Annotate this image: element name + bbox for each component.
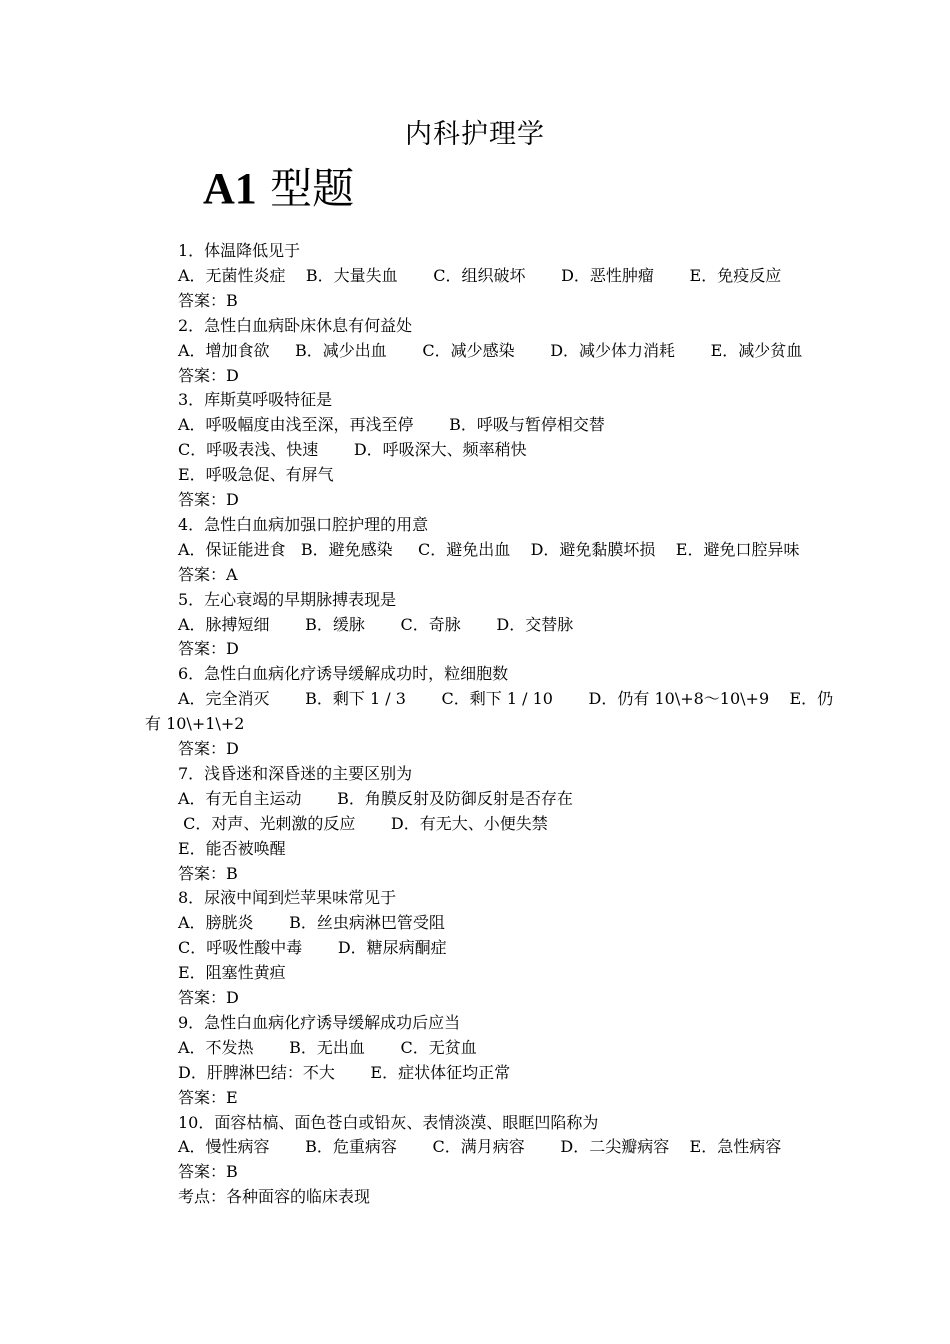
question-line: 7．浅昏迷和深昏迷的主要区别为: [178, 763, 413, 783]
options-line: C．呼吸性酸中毒 D．糖尿病酮症: [178, 938, 447, 958]
options-line: A．增加食欲 B．减少出血 C．减少感染 D．减少体力消耗 E．减少贫血: [178, 340, 803, 360]
answer-line: 答案：B: [178, 1162, 238, 1182]
answer-line: 答案：D: [178, 639, 239, 659]
section-heading-code: A1: [203, 164, 257, 213]
options-line: C．呼吸表浅、快速 D．呼吸深大、频率稍快: [178, 440, 527, 460]
answer-line: 答案：B: [178, 863, 238, 883]
answer-line: 答案：D: [178, 739, 239, 758]
answer-line: 答案：D: [178, 988, 239, 1007]
options-line: A．完全消灭 B．剩下 1 / 3 C．剩下 1 / 10 D．仍有 10\+8～10\+9 E．仍: [178, 689, 834, 709]
options-line: A．膀胱炎 B．丝虫病淋巴管受阻: [178, 913, 445, 933]
options-line: E．能否被唤醒: [178, 838, 286, 858]
question-line: 6．急性白血病化疗诱导缓解成功时，粒细胞数: [178, 664, 509, 684]
section-heading: [203, 156, 354, 216]
question-line: 8．尿液中闻到烂苹果味常见于: [178, 888, 397, 908]
answer-line: 答案：A: [178, 564, 238, 584]
options-line: D．肝脾淋巴结：不大 E．症状体征均正常: [178, 1062, 511, 1082]
options-line: C．对声、光刺激的反应 D．有无大、小便失禁: [178, 813, 548, 833]
question-line: 有 10\+1\+2: [145, 714, 245, 734]
options-line: A．不发热 B．无出血 C．无贫血: [178, 1037, 477, 1057]
question-line: 9．急性白血病化疗诱导缓解成功后应当: [178, 1012, 461, 1032]
options-line: A．呼吸幅度由浅至深，再浅至停 B．呼吸与暂停相交替: [178, 415, 605, 435]
question-line: 3．库斯莫呼吸特征是: [178, 390, 333, 410]
document-title: 内科护理学: [405, 119, 545, 150]
options-line: A．脉搏短细 B．缓脉 C．奇脉 D．交替脉: [178, 614, 574, 634]
options-line: A．无菌性炎症 B．大量失血 C．组织破坏 D．恶性肿瘤 E．免疫反应: [178, 265, 782, 285]
question-line: 2．急性白血病卧床休息有何益处: [178, 315, 413, 335]
options-line: A．保证能进食 B．避免感染 C．避免出血 D．避免黏膜坏损 E．避免口腔异味: [178, 539, 800, 559]
options-line: E．呼吸急促、有屏气: [178, 465, 334, 485]
answer-line: 答案：D: [178, 490, 239, 509]
question-line: 10．面容枯槁、面色苍白或铅灰、表情淡漠、眼眶凹陷称为: [178, 1112, 599, 1132]
note-line: 考点：各种面容的临床表现: [178, 1187, 371, 1207]
question-line: 1．体温降低见于: [178, 241, 301, 260]
options-line: A．有无自主运动 B．角膜反射及防御反射是否存在: [178, 788, 573, 808]
question-line: 5．左心衰竭的早期脉搏表现是: [178, 589, 397, 609]
answer-line: 答案：B: [178, 290, 238, 310]
options-line: A．慢性病容 B．危重病容 C．满月病容 D．二尖瓣病容 E．急性病容: [178, 1137, 782, 1157]
options-line: E．阻塞性黄疸: [178, 963, 286, 983]
question-line: 4．急性白血病加强口腔护理的用意: [178, 514, 429, 534]
answer-line: 答案：E: [178, 1087, 238, 1107]
section-heading-text: 型题: [256, 164, 355, 213]
answer-line: 答案：D: [178, 365, 239, 385]
